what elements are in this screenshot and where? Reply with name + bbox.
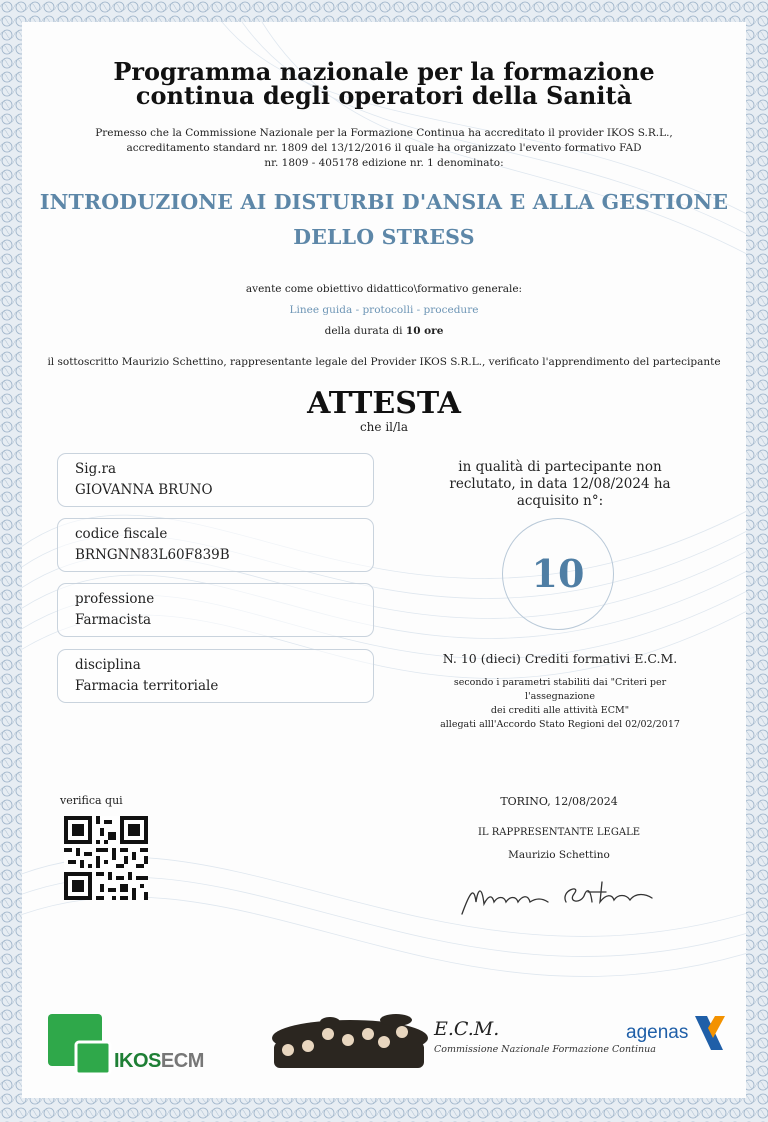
- name-label: Sig.ra: [75, 461, 117, 477]
- credits-circle: 10: [502, 518, 614, 630]
- duration-value: 10 ore: [405, 325, 444, 337]
- program-title-line2: continua degli operatori della Sanità: [135, 81, 633, 110]
- credits-intro: [430, 459, 690, 510]
- fiscal-code-label: codice fiscale: [75, 526, 168, 542]
- objective-intro: avente come obiettivo didattico\formativo generale:: [245, 283, 523, 295]
- verify-label: verifica qui: [60, 794, 123, 807]
- profession-label: professione: [75, 591, 155, 607]
- participant-name-field: [57, 453, 374, 507]
- name-value: GIOVANNA BRUNO: [75, 482, 213, 498]
- credits-intro-line3: acquisito n°:: [516, 493, 604, 509]
- credits-intro-line1: in qualità di partecipante non: [458, 459, 662, 475]
- profession-field: [57, 583, 374, 637]
- duration-prefix: della durata di: [324, 325, 403, 337]
- program-title-line1: Programma nazionale per la formazione: [113, 57, 655, 86]
- premise-line3: nr. 1809 - 405178 edizione nr. 1 denominato:: [264, 157, 504, 169]
- qr-code[interactable]: [64, 816, 148, 900]
- discipline-value: Farmacia territoriale: [75, 678, 219, 694]
- premise-line1: Premesso che la Commissione Nazionale per la Formazione Continua ha accreditato il provider IKOS S.R.L.,: [95, 127, 673, 139]
- legal-rep-name: Maurizio Schettino: [508, 849, 610, 861]
- ecm-title: E.C.M.: [434, 1018, 500, 1040]
- duration-line: [0, 324, 768, 339]
- handwritten-signature: [456, 872, 666, 922]
- place-date: TORINO, 12/08/2024: [500, 795, 618, 808]
- discipline-label: disciplina: [75, 657, 141, 673]
- criteria-line1: secondo i parametri stabiliti dai "Criteri per: [453, 677, 667, 688]
- ikos-logo-text: IKOSECM: [114, 1050, 204, 1072]
- premise-line2: accreditamento standard nr. 1809 del 13/12/2016 il quale ha organizzato l'evento formativo FAD: [126, 142, 642, 154]
- attesta-subtitle: che il/la: [359, 420, 409, 434]
- fiscal-code-value: BRNGNN83L60F839B: [75, 547, 230, 563]
- discipline-field: [57, 649, 374, 703]
- objective-value: Linee guida - protocolli - procedure: [289, 304, 479, 316]
- undersigned-statement: il sottoscritto Maurizio Schettino, rappresentante legale del Provider IKOS S.R.L., verificato l'apprendimento del partecipante: [47, 356, 721, 368]
- credits-criteria: [430, 676, 690, 732]
- course-title-line2: DELLO STRESS: [293, 225, 475, 249]
- ecm-subtitle: Commissione Nazionale Formazione Continua: [434, 1044, 656, 1055]
- course-title-line1: INTRODUZIONE AI DISTURBI D'ANSIA E ALLA GESTIONE: [39, 190, 729, 214]
- agenas-text: agenas: [626, 1022, 689, 1043]
- criteria-line4: allegati alll'Accordo Stato Regioni del 02/02/2017: [440, 719, 680, 730]
- credits-summary: N. 10 (dieci) Crediti formativi E.C.M.: [442, 651, 678, 666]
- agenas-logo: [626, 1014, 727, 1052]
- agenas-mark-icon: [693, 1014, 727, 1052]
- legal-rep-role: IL RAPPRESENTANTE LEGALE: [477, 827, 641, 838]
- criteria-line3: dei crediti alle attività ECM": [490, 705, 630, 716]
- profession-value: Farmacista: [75, 612, 152, 628]
- ikos-logo: [48, 1010, 208, 1080]
- credits-intro-line2: reclutato, in data 12/08/2024 ha: [449, 476, 671, 492]
- anatomy-lesson-painting: [270, 1012, 430, 1070]
- attesta-title: ATTESTA: [307, 386, 461, 421]
- ecm-logo: [434, 1018, 656, 1055]
- criteria-line2: l'assegnazione: [524, 691, 596, 702]
- fiscal-code-field: [57, 518, 374, 572]
